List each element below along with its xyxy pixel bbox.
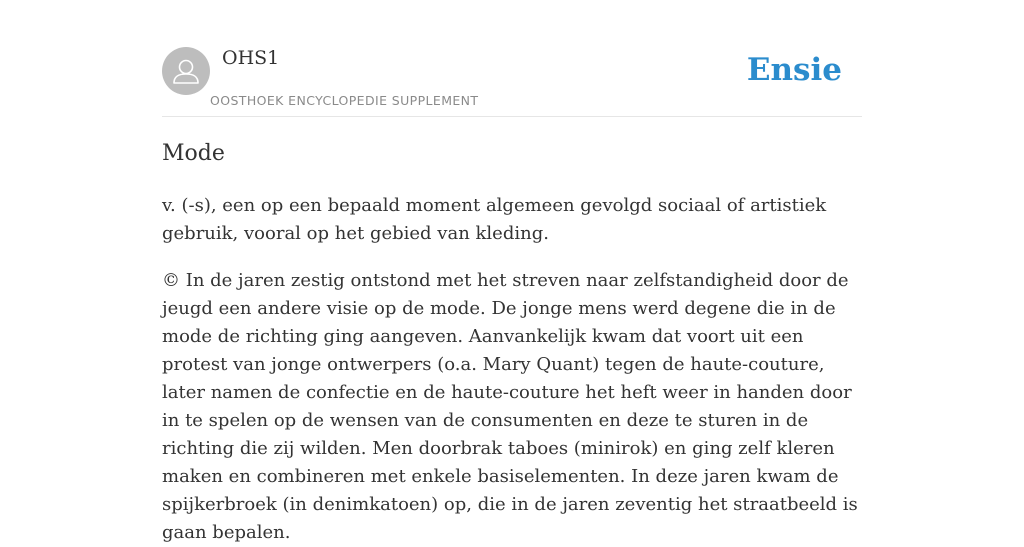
article-paragraph: © In de jaren zestig ontstond met het streven naar zelfstandigheid door de jeugd een andere visie op de mode. De jonge mens werd degene die in de mode de richting ging aangeven. Aanvankelijk kwam dat voort uit een protest van jonge ontwerpers (o.a. Mary Quant) tegen de haute-couture, later namen de confectie en de haute-couture het heft weer in handen door in te spelen op de wensen van de consumenten en deze te sturen in de richting die zij wilden. Men doorbrak taboes (minirok) en ging zelf kleren maken en combineren met enkele basiselementen. In deze jaren kwam de spijkerbroek (in denimkatoen) op, die in de jaren zeventig het straatbeeld is gaan bepalen.: [162, 270, 858, 543]
user-icon: [162, 47, 210, 95]
source-label[interactable]: OOSTHOEK ENCYCLOPEDIE SUPPLEMENT: [210, 93, 479, 108]
article-paragraph: v. (-s), een op een bepaald moment algemeen gevolgd sociaal of artistiek gebruik, vooral op het gebied van kleding.: [162, 195, 827, 244]
site-logo[interactable]: Ensie: [746, 52, 842, 88]
article-title: Mode: [162, 141, 225, 166]
page-header: [162, 0, 862, 117]
avatar[interactable]: [162, 47, 210, 95]
author-name[interactable]: OHS1: [222, 47, 280, 69]
article-content: [162, 138, 862, 547]
